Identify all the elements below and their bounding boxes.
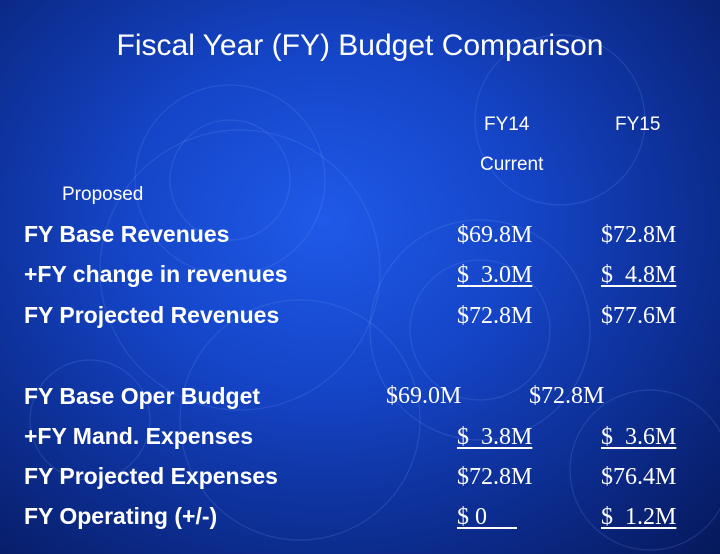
fy14-mand-expenses: $ 3.8M [457, 424, 533, 450]
label-base-oper-budget: FY Base Oper Budget [24, 383, 261, 409]
header-proposed: Proposed [62, 184, 144, 205]
fy15-change-revenues: $ 4.8M [601, 262, 677, 288]
header-fy14: FY14 [484, 114, 530, 135]
page-title: Fiscal Year (FY) Budget Comparison [116, 29, 604, 62]
label-base-revenues: FY Base Revenues [24, 221, 230, 247]
label-mand-expenses: +FY Mand. Expenses [24, 423, 254, 449]
fy14-base-revenues: $69.8M [457, 222, 533, 248]
fy14-projected-expenses: $72.8M [457, 464, 533, 490]
fy15-base-oper-budget: $72.8M [529, 383, 605, 409]
fy15-operating: $ 1.2M [601, 504, 677, 530]
label-change-revenues: +FY change in revenues [24, 261, 288, 287]
fy14-operating: $ 0 [457, 504, 517, 530]
fy14-change-revenues: $ 3.0M [457, 262, 533, 288]
label-projected-revenues: FY Projected Revenues [24, 302, 280, 328]
fy15-projected-expenses: $76.4M [601, 464, 677, 490]
fy15-mand-expenses: $ 3.6M [601, 424, 677, 450]
header-fy15: FY15 [615, 114, 661, 135]
label-projected-expenses: FY Projected Expenses [24, 463, 278, 489]
fy15-projected-revenues: $77.6M [601, 303, 677, 329]
fy15-base-revenues: $72.8M [601, 222, 677, 248]
label-operating: FY Operating (+/-) [24, 503, 218, 529]
fy14-base-oper-budget: $69.0M [386, 383, 462, 409]
header-current: Current [480, 154, 544, 175]
fy14-projected-revenues: $72.8M [457, 303, 533, 329]
